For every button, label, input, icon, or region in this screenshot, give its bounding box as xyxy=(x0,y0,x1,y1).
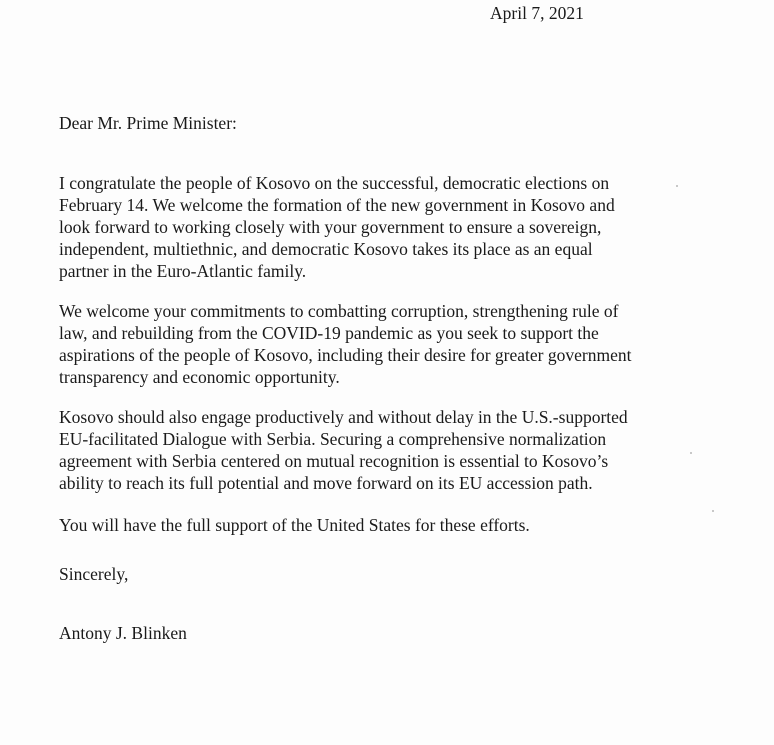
scan-speck xyxy=(676,185,678,187)
paragraph-line: aspirations of the people of Kosovo, including their desire for greater government xyxy=(59,345,632,365)
paragraph-line: partner in the Euro-Atlantic family. xyxy=(59,261,307,281)
letter-date: April 7, 2021 xyxy=(490,3,584,23)
paragraph-line: agreement with Serbia centered on mutual recognition is essential to Kosovo’s xyxy=(59,451,609,471)
paragraph-line: law, and rebuilding from the COVID-19 pandemic as you seek to support the xyxy=(59,323,599,343)
salutation: Dear Mr. Prime Minister: xyxy=(59,113,237,133)
paragraph-line: independent, multiethnic, and democratic Kosovo takes its place as an equal xyxy=(59,239,593,259)
paragraph-commitments xyxy=(59,300,631,388)
closing: Sincerely, xyxy=(59,564,129,584)
paragraph-line: transparency and economic opportunity. xyxy=(59,367,340,387)
paragraph-line: look forward to working closely with your government to ensure a sovereign, xyxy=(59,217,602,237)
paragraph-line: February 14. We welcome the formation of the new government in Kosovo and xyxy=(59,195,615,215)
signature-name: Antony J. Blinken xyxy=(59,623,187,643)
paragraph-congratulations xyxy=(59,172,615,282)
paragraph-line: I congratulate the people of Kosovo on the successful, democratic elections on xyxy=(59,173,610,193)
paragraph-line: We welcome your commitments to combatting corruption, strengthening rule of xyxy=(59,301,619,321)
paragraph-line: Kosovo should also engage productively and without delay in the U.S.-supported xyxy=(59,407,628,427)
paragraph-support xyxy=(59,514,530,536)
scan-speck xyxy=(690,452,692,454)
paragraph-line: ability to reach its full potential and move forward on its EU accession path. xyxy=(59,473,593,493)
paragraph-line: EU-facilitated Dialogue with Serbia. Securing a comprehensive normalization xyxy=(59,429,607,449)
scan-speck xyxy=(712,510,714,512)
paragraph-dialogue xyxy=(59,406,628,494)
paragraph-line: You will have the full support of the United States for these efforts. xyxy=(59,515,530,535)
